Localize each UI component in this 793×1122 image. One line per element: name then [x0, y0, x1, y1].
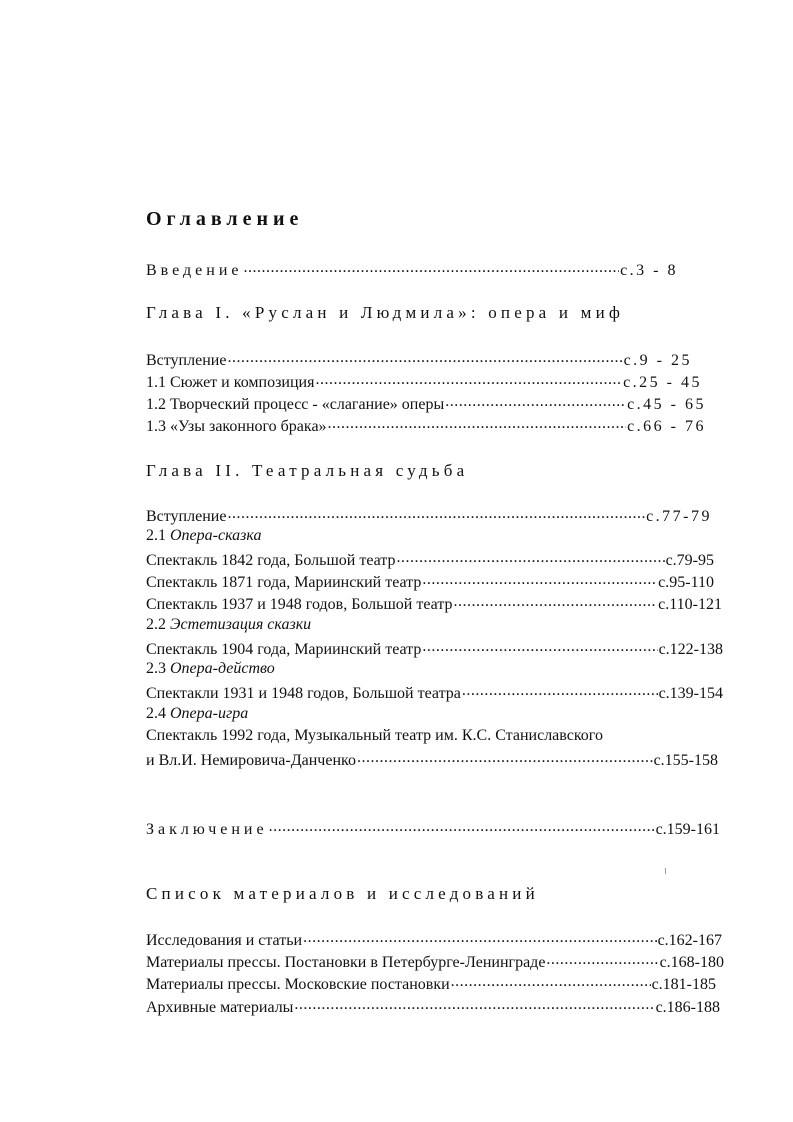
toc-entry-label: Архивные материалы [146, 999, 294, 1016]
section-title: Опера-игра [170, 705, 249, 722]
toc-title: Оглавление [146, 208, 304, 230]
toc-entry-conclusion [146, 818, 720, 839]
toc-entry-pages: с.9 - 25 [623, 352, 692, 369]
toc-entry-pages: с.122-138 [658, 641, 723, 658]
scan-speck [665, 868, 666, 874]
toc-entry [146, 929, 722, 950]
dot-leader [451, 973, 651, 989]
toc-entry [146, 996, 720, 1017]
toc-entry-pages: с.45 - 65 [627, 396, 706, 413]
toc-entry-pages: с.181-185 [651, 976, 716, 993]
toc-entry-label: Вступление [146, 508, 227, 525]
toc-entry-label: Вступление [146, 352, 227, 369]
toc-entry-label: Введение [146, 262, 243, 279]
toc-entry [146, 682, 723, 703]
toc-entry-pages: с.186-188 [655, 999, 720, 1016]
toc-entry-label: Спектакль 1904 года, Мариинский театр [146, 641, 422, 658]
toc-entry-pages: с.79-95 [665, 552, 714, 569]
toc-entry-pages: с.139-154 [658, 685, 723, 702]
toc-entry-pages: с.25 - 45 [623, 374, 702, 391]
toc-entry [146, 505, 712, 526]
toc-entry-label: Заключение [146, 821, 268, 838]
section-number: 2.3 [146, 660, 166, 677]
dot-leader [269, 818, 655, 834]
section-2-3-heading [146, 660, 275, 678]
section-number: 2.2 [146, 616, 166, 633]
toc-entry-line: Спектакль 1992 года, Музыкальный театр им. К.С. Станиславского [146, 727, 603, 744]
toc-entry-label: Спектакль 1871 года, Мариинский театр [146, 574, 422, 591]
section-number: 2.4 [146, 705, 166, 722]
toc-entry [146, 973, 716, 994]
dot-leader [315, 371, 622, 387]
dot-leader [422, 638, 657, 654]
toc-entry-label: Спектакли 1931 и 1948 годов, Большой театра [146, 685, 461, 702]
toc-entry-pages: с.77-79 [646, 508, 712, 525]
toc-entry-label: Исследования и статьи [146, 932, 303, 949]
chapter-2-heading: Глава II. Театральная судьба [146, 461, 469, 480]
toc-entry-pages: с.95-110 [658, 574, 714, 591]
toc-entry-label: и Вл.И. Немировича-Данченко [146, 752, 356, 769]
toc-entry-pages: с.3 - 8 [620, 262, 678, 279]
toc-entry [146, 749, 718, 770]
dot-leader [328, 415, 627, 431]
toc-entry-introduction [146, 259, 678, 280]
section-title: Эстетизация сказки [170, 616, 312, 633]
dot-leader [227, 505, 645, 521]
toc-entry-label: Материалы прессы. Московские постановки [146, 976, 450, 993]
section-2-4-heading [146, 705, 248, 723]
section-number: 2.1 [146, 527, 166, 544]
toc-entry [146, 638, 723, 659]
toc-entry [146, 393, 706, 414]
section-2-1-heading [146, 527, 262, 545]
toc-entry [146, 415, 706, 436]
toc-entry-pages: с.159-161 [655, 821, 720, 838]
dot-leader [454, 593, 658, 609]
section-title: Опера-сказка [170, 527, 262, 544]
dot-leader [445, 393, 626, 409]
dot-leader [303, 929, 656, 945]
toc-entry-label: Спектакль 1937 и 1948 годов, Большой театр [146, 596, 453, 613]
dot-leader [422, 571, 657, 587]
dot-leader [462, 682, 658, 698]
dot-leader [227, 349, 622, 365]
toc-entry-label: Спектакль 1842 года, Большой театр [146, 552, 396, 569]
section-title: Опера-действо [170, 660, 275, 677]
toc-entry [146, 549, 714, 570]
toc-entry [146, 349, 692, 370]
toc-entry-pages: с.155-158 [653, 752, 718, 769]
toc-entry-pages: с.162-167 [657, 932, 722, 949]
toc-entry [146, 371, 702, 392]
toc-entry-pages: с.66 - 76 [627, 418, 706, 435]
dot-leader [244, 259, 620, 275]
toc-entry-label: 1.1 Сюжет и композиция [146, 374, 315, 391]
toc-entry [146, 951, 724, 972]
toc-entry-label: 1.3 «Узы законного брака» [146, 418, 327, 435]
chapter-1-heading: Глава I. «Руслан и Людмила»: опера и миф [146, 303, 625, 322]
toc-entry-pages: с.168-180 [659, 954, 724, 971]
toc-entry [146, 593, 722, 614]
section-2-2-heading [146, 616, 311, 634]
dot-leader [397, 549, 665, 565]
dot-leader [546, 951, 658, 967]
toc-entry-label: 1.2 Творческий процесс - «слагание» оперы [146, 396, 445, 413]
toc-entry-pages: с.110-121 [658, 596, 722, 613]
toc-entry-label: Материалы прессы. Постановки в Петербурге-Ленинграде [146, 954, 546, 971]
dot-leader [357, 749, 653, 765]
bibliography-heading: Список материалов и исследований [146, 884, 539, 903]
toc-entry [146, 571, 714, 592]
dot-leader [294, 996, 654, 1012]
